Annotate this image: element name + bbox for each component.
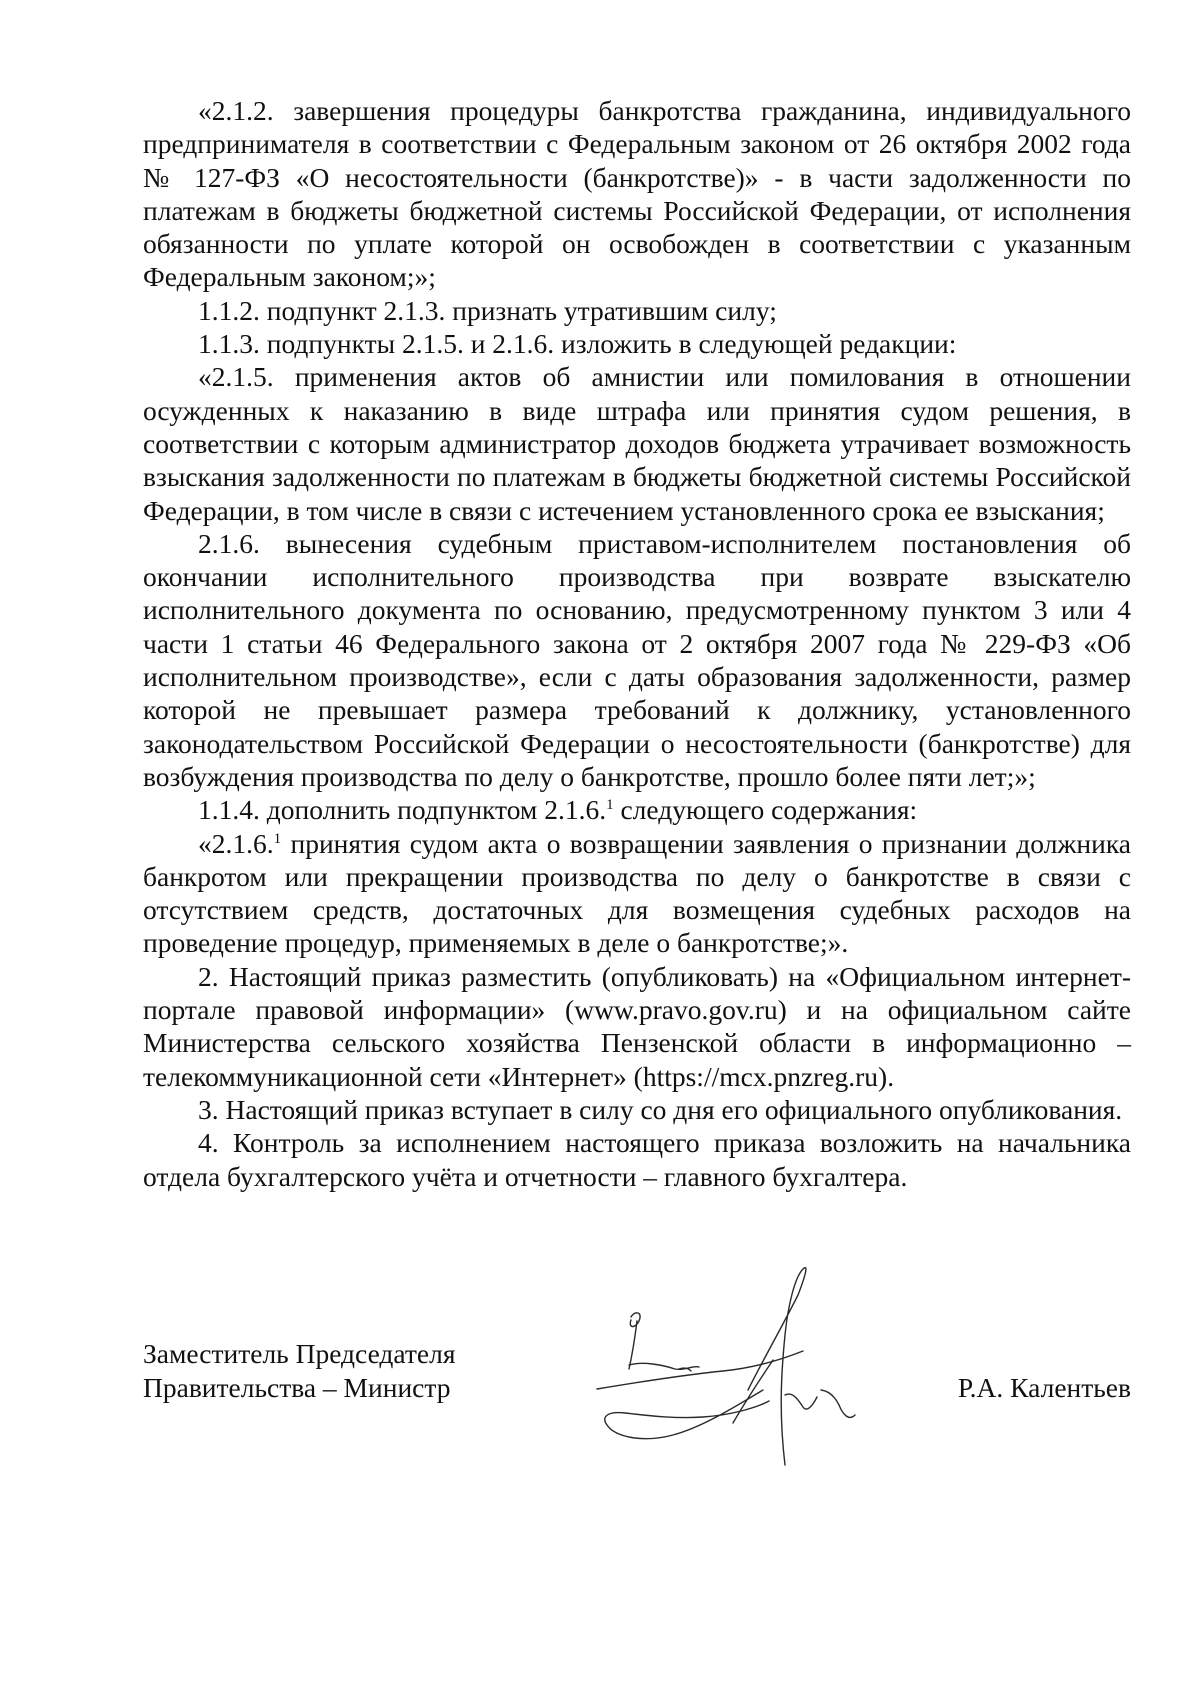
paragraph-2-1-6-1 xyxy=(143,827,1131,960)
signatory-position-line-2: Правительства – Министр xyxy=(143,1372,451,1403)
signatory-position xyxy=(143,1337,456,1405)
paragraph-4-control: 4. Контроль за исполнением настоящего приказа возложить на начальника отдела бухгалтерского учёта и отчетности – главного бухгалтера. xyxy=(143,1127,1131,1192)
paragraph-3-effective: 3. Настоящий приказ вступает в силу со дня его официального опубликования. xyxy=(198,1093,1123,1125)
signatory-name: Р.А. Калентьев xyxy=(957,1372,1131,1403)
paragraph-1-1-2: 1.1.2. подпункт 2.1.3. признать утратившим силу; xyxy=(198,294,777,326)
document-body xyxy=(143,94,1131,1193)
paragraph-2-1-2: «2.1.2. завершения процедуры банкротства гражданина, индивидуального предпринимателя в соответствии с Федеральным законом от 26 октября 2002 года № 127-ФЗ «О несостоятельности (банкротстве)» - в части задолженности по платежам в бюджеты бюджетной системы Российской Федерации, от исполнения обязанности по уплате которой он освобожден в соответствии с указанным Федеральным законом;»; xyxy=(143,95,1131,293)
paragraph-2-1-6-1-number: «2.1.6. xyxy=(198,827,274,859)
handwritten-signature xyxy=(573,1265,973,1495)
paragraph-2-1-6-1-text: принятия судом акта о возвращении заявления о признании должника банкротом или прекращении производства по делу о банкротстве в связи с отсутствием средств, достаточных для возмещения судебных расходов на проведение процедур, применяемых в деле о банкротстве;». xyxy=(143,827,1131,959)
paragraph-1-1-4-text: 1.1.4. дополнить подпунктом 2.1.6. xyxy=(198,794,607,826)
paragraph-1-1-4-tail: следующего содержания: xyxy=(613,794,918,826)
superscript: 1 xyxy=(606,797,614,814)
signature-block xyxy=(143,1325,1131,1465)
paragraph-2-1-6: 2.1.6. вынесения судебным приставом-исполнителем постановления об окончании исполнительного производства при возврате взыскателю исполнительного документа по основанию, предусмотренному пунктом 3 или 4 части 1 статьи 46 Федерального закона от 2 октября 2007 года № 229-ФЗ «Об исполнительном производстве», если с даты образования задолженности, размер которой не превышает размера требований к должнику, установленного законодательством Российской Федерации о несостоятельности (банкротстве) для возбуждения производства по делу о банкротстве, прошло более пяти лет;»; xyxy=(143,527,1131,792)
paragraph-1-1-4 xyxy=(143,793,1131,826)
paragraph-1-1-3: 1.1.3. подпункты 2.1.5. и 2.1.6. изложить в следующей редакции: xyxy=(198,328,957,360)
superscript: 1 xyxy=(273,830,282,847)
paragraph-2-publication: 2. Настоящий приказ разместить (опубликовать) на «Официальном интернет-портале правовой информации» (www.pravo.gov.ru) и на официальном сайте Министерства сельского хозяйства Пензенской области в информационно – телекоммуникационной сети «Интернет» (https://mcx.pnzreg.ru). xyxy=(143,960,1131,1092)
signatory-position-line-1: Заместитель Председателя xyxy=(143,1338,456,1369)
paragraph-2-1-5: «2.1.5. применения актов об амнистии или помилования в отношении осужденных к наказанию в виде штрафа или принятия судом решения, в соответствии с которым администратор доходов бюджета утрачивает возможность взыскания задолженности по платежам в бюджеты бюджетной системы Российской Федерации, в том числе в связи с истечением установленного срока ее взыскания; xyxy=(143,361,1131,526)
